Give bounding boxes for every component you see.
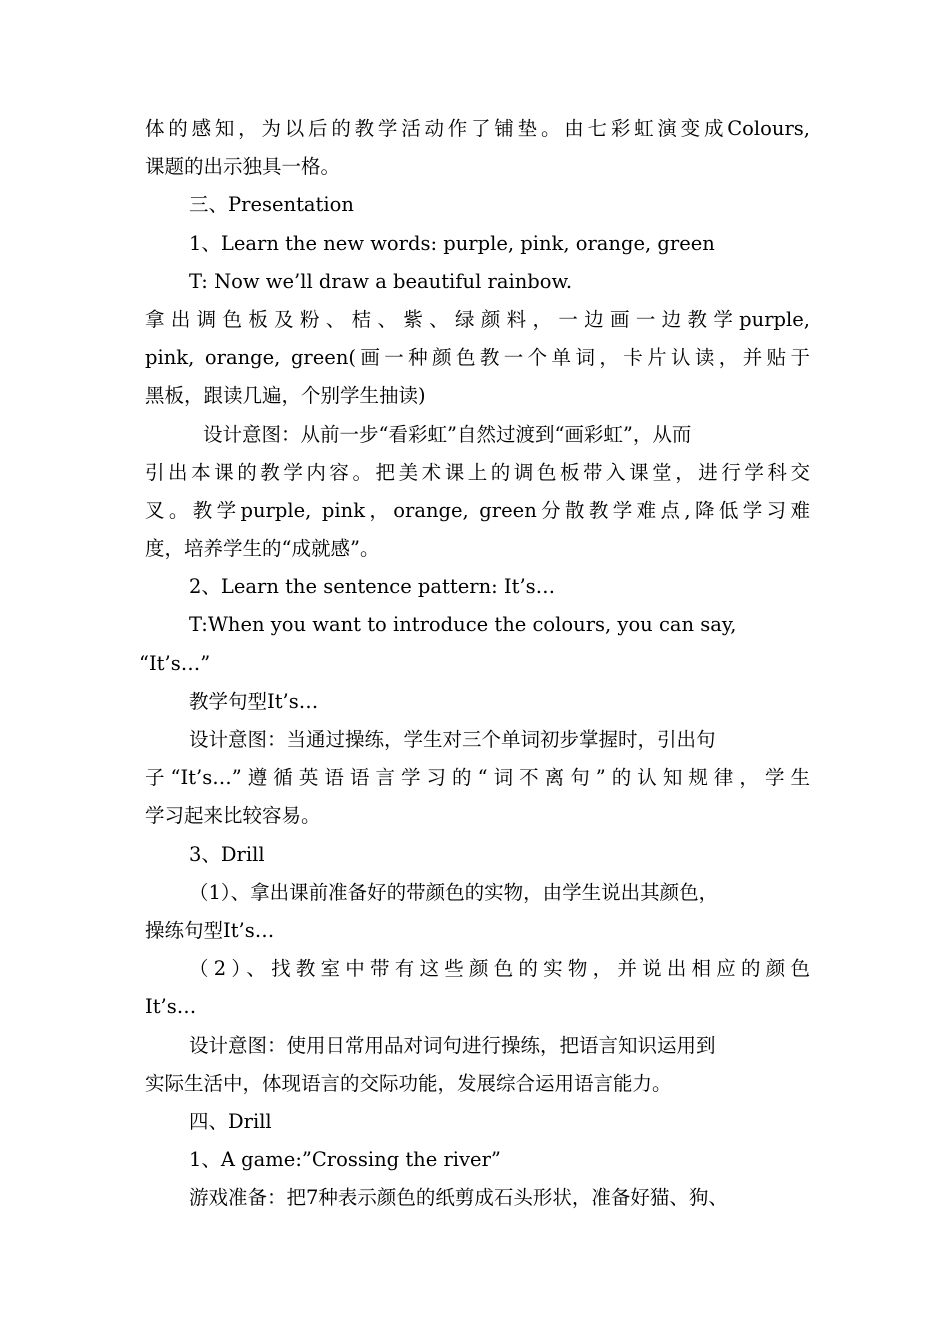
design-intent-1-line-2: 引出本课的教学内容。把美术课上的调色板带入课堂，进行学科交 <box>145 460 810 484</box>
drill-item-2-line-2: It’s… <box>145 995 197 1019</box>
step-heading-drill: 3、Drill <box>189 842 265 866</box>
teach-sentence-pattern: 教学句型It’s… <box>189 689 319 713</box>
teacher-line-its: “It’s…” <box>139 651 211 675</box>
design-intent-3-line-1: 设计意图：使用日常用品对词句进行操练，把语言知识运用到 <box>189 1033 716 1057</box>
step-heading-game: 1、A game:”Crossing the river” <box>189 1148 501 1172</box>
document-page <box>139 110 810 1217</box>
paragraph-line-1: 体的感知，为以后的教学活动作了铺垫。由七彩虹演变成Colours, <box>145 117 810 140</box>
teacher-line-rainbow: T: Now we’ll draw a beautiful rainbow. <box>189 269 573 293</box>
paragraph-line-2: 课题的出示独具一格。 <box>145 155 341 179</box>
step-heading-sentence-pattern: 2、Learn the sentence pattern: It’s… <box>189 575 556 599</box>
design-intent-1-line-1: 设计意图：从前一步“看彩虹”自然过渡到“画彩虹”，从而 <box>203 422 692 446</box>
section-heading-presentation: 三、Presentation <box>189 193 354 217</box>
section-heading-drill: 四、Drill <box>189 1109 272 1133</box>
drill-item-1-line-1: （1）、拿出课前准备好的带颜色的实物，由学生说出其颜色， <box>189 880 719 904</box>
step-heading-new-words: 1、Learn the new words: purple, pink, orange, green <box>189 231 715 255</box>
design-intent-2-line-2: 子“It’s…”遵循英语语言学习的“词不离句”的认知规律，学生 <box>145 766 810 790</box>
design-intent-2-line-1: 设计意图：当通过操练，学生对三个单词初步掌握时，引出句 <box>189 728 716 751</box>
drill-item-1-line-2: 操练句型It’s… <box>145 918 275 942</box>
paragraph-line-7: pink, orange, green(画一种颜色教一个单词，卡片认读，并贴于 <box>145 346 810 370</box>
teacher-line-colours: T:When you want to introduce the colours, you can say, <box>189 613 737 637</box>
paragraph-line-8: 黑板，跟读几遍，个别学生抽读) <box>145 384 426 408</box>
drill-item-2-line-1: （2）、找教室中带有这些颜色的实物，并说出相应的颜色 <box>189 957 810 981</box>
design-intent-1-line-3: 叉。教学purple, pink，orange, green分散教学难点,降低学习难 <box>145 498 810 522</box>
design-intent-3-line-2: 实际生活中，体现语言的交际功能，发展综合运用语言能力。 <box>145 1071 672 1095</box>
game-preparation-line: 游戏准备：把7种表示颜色的纸剪成石头形状，准备好猫、狗、 <box>189 1186 728 1210</box>
design-intent-2-line-3: 学习起来比较容易。 <box>145 804 321 828</box>
design-intent-1-line-4: 度，培养学生的“成就感”。 <box>145 537 380 561</box>
paragraph-line-6: 拿出调色板及粉、桔、紫、绿颜料，一边画一边教学purple, <box>145 307 810 331</box>
